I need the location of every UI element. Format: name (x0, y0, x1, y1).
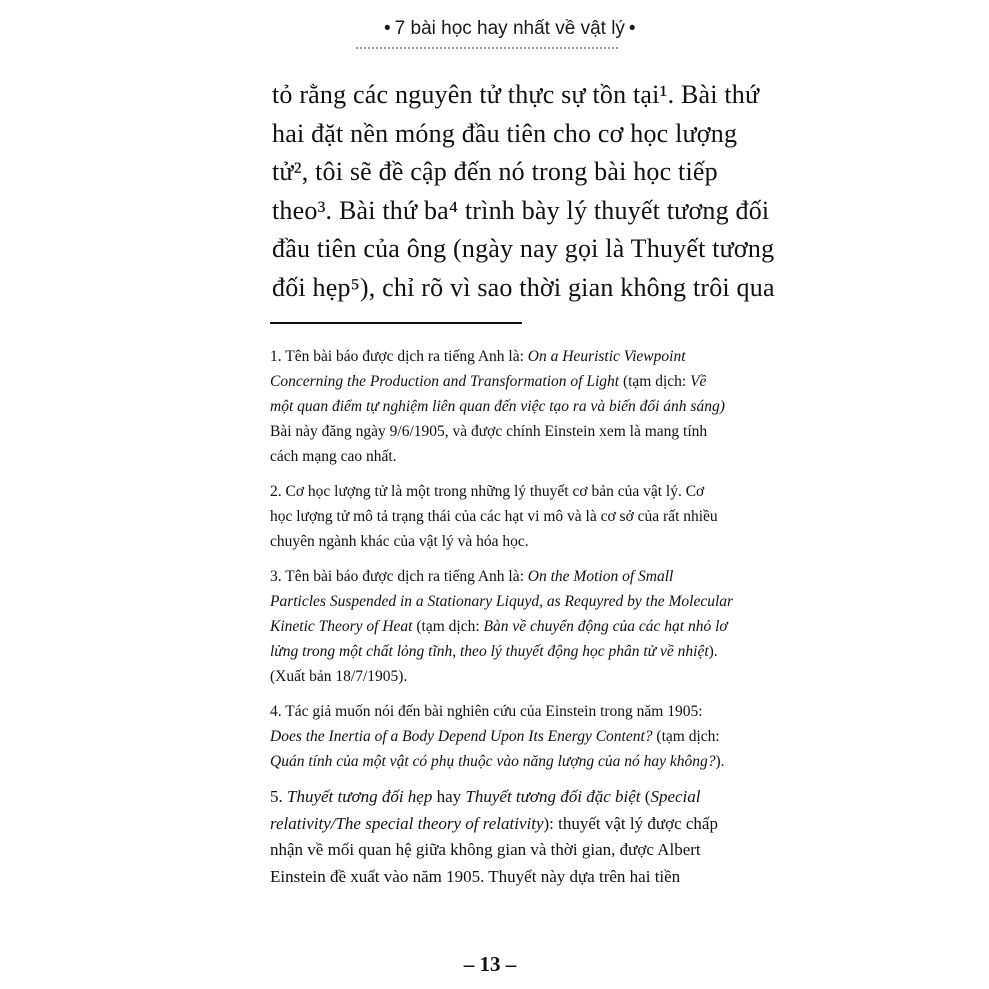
footnote-text: Bài này đăng ngày 9/6/1905, và được chính Einstein xem là mang tính (270, 423, 708, 440)
footnote-italic: Bàn về chuyển động của các hạt nhỏ lơ (483, 618, 728, 635)
footnote-3 (270, 564, 734, 689)
footnote-text: nhận về mối quan hệ giữa không gian và thời gian, được Albert (270, 840, 701, 859)
main-paragraph (272, 76, 775, 307)
footnote-italic: Về (690, 373, 707, 390)
footnote-italic: Kinetic Theory of Heat (270, 618, 413, 635)
footnote-text: cách mạng cao nhất. (270, 448, 397, 465)
footnote-text: 4. Tác giả muốn nói đến bài nghiên cứu của Einstein trong năm 1905: (270, 703, 703, 720)
footnote-italic: Concerning the Production and Transformation of Light (270, 373, 620, 390)
footnote-italic: Does the Inertia of a Body Depend Upon Its Energy Content? (270, 728, 653, 745)
header-dotted-rule (356, 47, 618, 49)
footnote-italic: Thuyết tương đối hẹp (287, 787, 433, 806)
footnote-italic: một quan điểm tự nghiệm liên quan đến việc tạo ra và biến đổi ánh sáng) (270, 398, 725, 415)
header-title: 7 bài học hay nhất về vật lý (394, 18, 625, 39)
running-header (380, 18, 636, 46)
body-line: tử², tôi sẽ đề cập đến nó trong bài học tiếp (272, 157, 718, 186)
footnote-text: 3. Tên bài báo được dịch ra tiếng Anh là: (270, 568, 528, 585)
footnote-text: ): thuyết vật lý được chấp (543, 813, 718, 833)
footnote-text: Einstein đề xuất vào năm 1905. Thuyết này dựa trên hai tiền (270, 866, 681, 886)
footnote-italic: Quán tính của một vật có phụ thuộc vào năng lượng của nó hay không? (270, 753, 716, 770)
footnote-italic: On the Motion of Small (527, 568, 674, 585)
footnote-5 (270, 784, 720, 890)
body-line: theo³. Bài thứ ba⁴ trình bày lý thuyết tương đối (272, 195, 770, 225)
footnote-text: (tạm dịch: (652, 728, 720, 745)
body-line: tỏ rằng các nguyên tử thực sự tồn tại¹. Bài thứ (272, 80, 760, 109)
footnote-2 (270, 479, 720, 554)
footnote-4 (270, 699, 725, 774)
footnotes (270, 344, 734, 900)
footnote-italic: relativity/The special theory of relativity (270, 813, 544, 833)
footnote-separator (270, 322, 522, 324)
footnote-text: (tạm dịch: (412, 618, 484, 635)
footnote-text: 1. Tên bài báo được dịch ra tiếng Anh là: (270, 348, 528, 365)
footnote-text: chuyên ngành khác của vật lý và hóa học. (270, 533, 529, 550)
page-number: – 13 – (463, 952, 517, 976)
footnote-text: ). (715, 753, 725, 770)
footnote-text: (tạm dịch: (619, 373, 691, 390)
footnote-italic: On a Heuristic Viewpoint (527, 348, 686, 365)
footnote-text: hay (432, 787, 466, 806)
footnote-italic: Special (650, 787, 701, 806)
body-line: hai đặt nền móng đầu tiên cho cơ học lượng (272, 118, 738, 148)
footnote-text: học lượng tử mô tả trạng thái của các hạt vi mô và là cơ sở của rất nhiều (270, 508, 718, 525)
footnote-italic: Thuyết tương đối đặc biệt (465, 787, 641, 806)
footnote-text: (Xuất bản 18/7/1905). (270, 668, 408, 685)
header-bullet-right: • (628, 18, 636, 39)
footnote-text: ). (708, 643, 718, 660)
footnote-text: 5. (270, 787, 287, 806)
header-bullet-left: • (384, 18, 391, 39)
body-line: đầu tiên của ông (ngày nay gọi là Thuyết tương (272, 234, 775, 263)
footnote-1 (270, 344, 725, 469)
footnote-italic: lửng trong một chất lỏng tĩnh, theo lý thuyết động học phân tử về nhiệt (270, 643, 709, 660)
footnote-text: 2. Cơ học lượng tử là một trong những lý thuyết cơ bản của vật lý. Cơ (270, 483, 705, 500)
body-line: đối hẹp⁵), chỉ rõ vì sao thời gian không trôi qua (272, 272, 775, 302)
footnote-italic: Particles Suspended in a Stationary Liquyd, as Requyred by the Molecular (270, 593, 734, 610)
footnote-text: ( (640, 787, 651, 806)
